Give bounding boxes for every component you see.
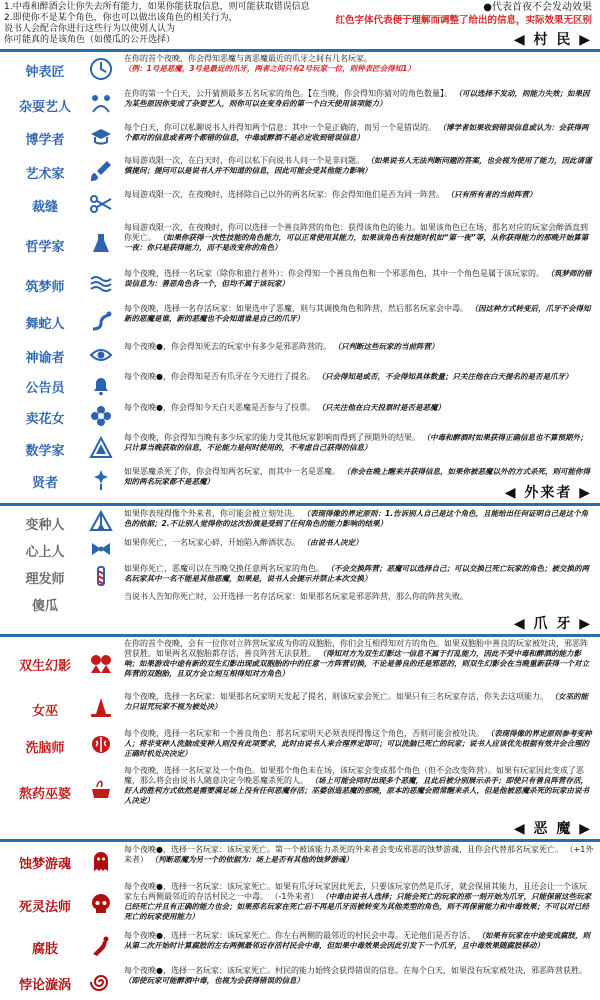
role-ability-text bbox=[124, 882, 594, 922]
ability-main: 如果你表现得像个外来者，你可能会被立刻处决。 bbox=[124, 509, 300, 518]
juggler-icon bbox=[88, 91, 114, 117]
section-outsider: ◀ 外来者 ▶ bbox=[504, 485, 592, 501]
role-name: 艺术家 bbox=[25, 166, 65, 182]
ability-main: 当说书人告知你死亡时，公开选择一名存活玩家：如果那名玩家是邪恶阵营，那么你的阵营失败。 bbox=[124, 592, 468, 601]
ghost-icon bbox=[88, 848, 114, 874]
role-row bbox=[0, 590, 600, 615]
role-row bbox=[0, 690, 600, 726]
paintbrush-icon bbox=[88, 158, 114, 184]
snake-icon bbox=[88, 308, 114, 334]
ability-main: 每个夜晚，你会得知当晚有多少玩家的能力受其他玩家影响而得到了预期外的结果。 bbox=[124, 433, 420, 442]
role-name: 双生幻影 bbox=[18, 659, 71, 674]
role-ability-text bbox=[124, 372, 594, 382]
eye-icon bbox=[88, 342, 114, 368]
ability-main: 每个夜晚●，你会得知今天白天恶魔是否参与了投票。 bbox=[124, 403, 315, 412]
header-note-4: 你可能真的是该角色（如傻瓜的公开选择） bbox=[4, 35, 176, 45]
role-row bbox=[0, 221, 600, 266]
role-name: 筑梦师 bbox=[25, 280, 65, 295]
ability-main: 每个夜晚●，你会得知是否有爪牙在今天进行了提名。 bbox=[124, 372, 315, 381]
vortex-icon bbox=[88, 969, 114, 995]
role-ability-text bbox=[124, 269, 594, 289]
role-ability-text bbox=[124, 639, 594, 679]
role-ability-text bbox=[124, 729, 594, 759]
role-ability-text bbox=[124, 403, 594, 413]
flask-icon bbox=[88, 231, 114, 257]
ability-main: 每局游戏限一次，在白天时，你可以私下向说书人问一个是非问题。 bbox=[124, 156, 364, 165]
ability-main: 在你的第一个白天，公开猜测最多五名玩家的角色。【在当晚，你会得知你猜对的角色数量】。 bbox=[124, 89, 452, 98]
ability-comment: （由说书人决定） bbox=[302, 538, 363, 547]
ability-main: 每局游戏限一次，在夜晚时，选择除自己以外的两名玩家：你会得知他们是否为同一阵营。 bbox=[124, 190, 444, 199]
ability-main: 每个夜晚，选择一名玩家（除你和旅行者外）：你会得知一个善良角色和一个邪恶角色，其中一个角色是属于该玩家的。 bbox=[124, 269, 544, 278]
ability-comment: （因这种方式转变后，爪牙不会得知新的恶魔是谁，新的恶魔也不会知道谁是自己的爪牙） bbox=[124, 304, 591, 323]
ability-comment: （如果你获得一次性技能的角色能力，可以正常使用其能力，如果该角色有技能时机如“第一夜”等，从你获得能力的那晚开始算第一夜：你只是获得能力，而不是改变你的角色） bbox=[124, 233, 589, 252]
role-row bbox=[0, 536, 600, 562]
role-ability-text bbox=[124, 538, 594, 548]
role-name: 裁缝 bbox=[31, 200, 58, 215]
role-ability-text bbox=[124, 123, 594, 143]
ability-comment: （只有所有者的当前阵营） bbox=[446, 190, 537, 199]
role-name: 杂耍艺人 bbox=[18, 100, 71, 115]
role-name: 钟表匠 bbox=[25, 65, 65, 80]
role-row bbox=[0, 121, 600, 153]
header-note-2: 2.即使你不是某个角色，你也可以做出该角色的相关行为， bbox=[4, 13, 238, 23]
ability-comment: （只会得知是或否，不会得知具体数量；只关注他在白天提名的是否是爪牙） bbox=[317, 372, 573, 381]
role-name: 心上人 bbox=[25, 545, 65, 560]
tent-icon bbox=[88, 509, 114, 535]
section-townsfolk: ◀ 村 民 ▶ bbox=[513, 32, 592, 48]
ability-example-note: （例：1号是恶魔，3号是最近的爪牙，两者之间只有2号玩家一位，则钟表匠会得知1） bbox=[124, 64, 415, 73]
ability-main: 如果你死亡，恶魔可以在当晚交换任意两名玩家的角色。 bbox=[124, 564, 324, 573]
ability-comment: （中毒和醉酒时如果获得正确信息也不算预期外；只计算当晚获取的信息，不论能力是何时使用的，不考虑自己获得的信息） bbox=[124, 433, 588, 452]
role-ability-text bbox=[124, 156, 594, 176]
section-divider-outsider bbox=[0, 503, 600, 506]
role-ability-text bbox=[124, 223, 594, 253]
ability-comment: （表现得像的界定原则参考变种人；将非变种人洗脑成变种人则没有此项要求，此时由说书人来合理界定即可；可以洗脑已死亡的玩家；说书人应该优先根据有效并会合理的正确时机处决决定） bbox=[124, 729, 592, 758]
red-note: 红色字体代表便于理解而调整了给出的信息，实际效果无区别 bbox=[335, 15, 592, 26]
brain-icon bbox=[88, 732, 114, 758]
role-row bbox=[0, 637, 600, 689]
role-row bbox=[0, 401, 600, 430]
ability-comment: （不会交换阵营；恶魔可以选择自己；可以交换已死亡玩家的角色；被交换的两名玩家其中一名不能是其他恶魔，如果是，说书人会提示并禁止本次交换） bbox=[124, 564, 590, 583]
ability-main: 如果你死亡，一名玩家心碎，开始陷入醉酒状态。 bbox=[124, 538, 300, 547]
sage-icon bbox=[88, 467, 114, 493]
role-row bbox=[0, 431, 600, 464]
ability-comment: （得知对方为双生幻影这一信息不属于打乱能力，因此不受中毒和醉酒的能力影响；如果游戏中途有新的双生幻影出现或双胞胎的中的任意一方阵营切换，不论是善良的还是邪恶的，则双生幻影会在当晚重新获得一个对立阵营的双胞胎，且双方会立刻互相得知对方角色） bbox=[124, 649, 589, 678]
role-ability-text bbox=[124, 564, 594, 584]
role-row bbox=[0, 154, 600, 187]
ability-main: 每个夜晚●，你会得知死去的玩家中有多少是邪恶阵营的。 bbox=[124, 342, 331, 351]
ability-main: 每局游戏限一次，在夜晚时，你可以选择一个善良阵营的角色：获得该角色的能力。如果该角色已在场，那名对应的玩家会醉酒直到你死亡。 bbox=[124, 223, 588, 242]
ability-main: 在你的首个夜晚，会有一位你对立阵营玩家成为你的双胞胎，你们会互相得知对方的角色。如果双胞胎中善良的玩家被处决，邪恶阵营获胜。如果两名双胞胎都存活，善良阵营无法获胜。 bbox=[124, 639, 588, 658]
skull-icon bbox=[88, 891, 114, 917]
ability-comment: （如果说书人无法判断问题的答案，也会视为使用了能力，因此请谨慎提问；提问可以是说书人并不知道的信息，因此可能会受其他能力影响） bbox=[124, 156, 592, 175]
role-ability-text bbox=[124, 509, 594, 529]
role-ability-text bbox=[124, 342, 594, 352]
ability-comment: （如果有玩家在中途变成腐肢，则从第二次开始时计算腐肢的左右两侧最邻近存活村民会中毒，但如果中毒效果会因此引发下一个爪牙，且中毒效果随腐肢移动） bbox=[124, 931, 591, 950]
waves-icon bbox=[88, 271, 114, 297]
role-name: 贤者 bbox=[31, 476, 58, 491]
role-ability-text bbox=[124, 54, 594, 74]
triangle-icon bbox=[88, 435, 114, 461]
scholar-icon bbox=[88, 124, 114, 150]
clock-icon bbox=[88, 56, 114, 82]
ability-comment: （博学者如果收到错误信息或认为：会获得两个都对的信息或者两个都错的信息，中毒或醉酒不是必定收到错误信息） bbox=[124, 123, 589, 142]
role-name: 腐肢 bbox=[31, 942, 58, 957]
ability-comment: （判断恶魔为另一个的依据为：场上是否有其他的蚀梦游魂） bbox=[150, 855, 354, 864]
role-row bbox=[0, 929, 600, 963]
role-name: 公告员 bbox=[25, 381, 65, 396]
arm-icon bbox=[88, 933, 114, 959]
role-name: 女巫 bbox=[31, 704, 58, 719]
ability-main: 每个白天，你可以私聊说书人并得知两个信息：其中一个是正确的，而另一个是错误的。 bbox=[124, 123, 436, 132]
role-row bbox=[0, 52, 600, 86]
pole-icon bbox=[88, 563, 114, 589]
section-minion: ◀ 爪 牙 ▶ bbox=[513, 616, 592, 632]
role-row bbox=[0, 340, 600, 369]
role-row bbox=[0, 267, 600, 301]
ability-comment: （女巫的能力只诅咒玩家不视为被处决） bbox=[124, 692, 589, 711]
role-row bbox=[0, 843, 600, 879]
role-ability-text bbox=[124, 931, 594, 951]
role-ability-text bbox=[124, 845, 594, 865]
role-name: 博学者 bbox=[25, 133, 65, 148]
role-ability-text bbox=[124, 966, 594, 986]
role-name: 舞蛇人 bbox=[25, 316, 65, 332]
ability-comment: （即使玩家可能醉酒中毒，也视为会获得错误的信息） bbox=[124, 976, 304, 985]
first-night-note: ●代表首夜不会发动效果 bbox=[483, 2, 592, 13]
role-ability-text bbox=[124, 592, 594, 602]
role-name: 熬药巫婆 bbox=[18, 787, 71, 802]
role-name: 死灵法师 bbox=[18, 900, 71, 915]
ability-comment: （你会在晚上醒来并获得信息，如果你被恶魔以外的方式杀死，则可能你得知的两名玩家都不是恶魔） bbox=[124, 467, 591, 486]
ability-comment: （场上可能会同时出现多个恶魔，且此后被分别展示杀手；即使只有善良阵营存活，好人的胜利方式依然是需要满足场上没有任何恶魔存活；巫婆创造恶魔的那晚，原本的恶魔会照常醒来杀人，但是他被恶魔杀死的玩家由说书人决定） bbox=[124, 776, 589, 805]
role-row bbox=[0, 370, 600, 400]
ability-comment: （中毒由说书人选择；只能会死亡的玩家的那一刻开始为爪牙，只能保留这些玩家已经死亡并且有正确的能力也会；如果那名玩家在死亡后不再是爪牙而被转变为其他类型的角色，则不再保留能力和中毒效果；不可以对已经死亡的玩家使用能力） bbox=[124, 892, 592, 921]
role-ability-text bbox=[124, 433, 594, 453]
witch-hat-icon bbox=[88, 695, 114, 721]
ability-comment: （只关注他在白天投票时是否是恶魔） bbox=[317, 403, 446, 412]
ability-main: 每个夜晚●，选择一名玩家：该玩家死亡。第一个被该能力杀死的外来者会变成邪恶的蚀梦游魂，且你会代替那名玩家死亡。 bbox=[124, 845, 563, 854]
role-name: 数学家 bbox=[25, 443, 65, 459]
role-ability-text bbox=[124, 89, 594, 109]
role-name: 变种人 bbox=[25, 517, 65, 533]
cauldron-icon bbox=[88, 778, 114, 804]
ability-main: 每个夜晚，选择一名玩家和一个善良角色：那名玩家明天必须表现得像这个角色，否则可能会被处决。 bbox=[124, 729, 484, 738]
role-name: 神谕者 bbox=[25, 350, 65, 366]
ability-main: 每个夜晚，选择一名玩家：如果那名玩家明天发起了提名，则该玩家会死亡。如果只有三名玩家存活，你失去这项能力。 bbox=[124, 692, 548, 701]
ability-setup-modifier: （+1外来者） bbox=[124, 845, 594, 864]
role-ability-text bbox=[124, 190, 594, 200]
role-name: 卖花女 bbox=[25, 411, 65, 427]
header-note-3: 说书人会配合你进行这些行为以使别人认为 bbox=[4, 24, 176, 34]
flower-icon bbox=[88, 403, 114, 429]
ability-main: 在你的首个夜晚，你会得知恶魔与离恶魔最近的爪牙之间有几名玩家。 bbox=[124, 54, 372, 63]
ability-comment: （表现得像的界定原则：1.告诉别人自己是这个角色，且能给出任何证明自己是这个角色的依据；2.不让别人觉得你的这次扮演是受到了任何角色的能力影响的结果） bbox=[124, 509, 589, 528]
bow-icon bbox=[88, 536, 114, 562]
ability-main: 每个夜晚，选择一名存活玩家：如果选中了恶魔，则与其调换角色和阵营，然后那名玩家会中毒。 bbox=[124, 304, 468, 313]
role-row bbox=[0, 188, 600, 220]
role-name: 哲学家 bbox=[25, 239, 65, 255]
role-ability-text bbox=[124, 692, 594, 712]
role-name: 傻瓜 bbox=[31, 598, 58, 614]
role-row bbox=[0, 880, 600, 928]
role-row bbox=[0, 727, 600, 763]
role-row bbox=[0, 302, 600, 339]
header-note-1: 1.中毒和醉酒会让你失去所有能力，如果你能获取信息，则可能获取错误信息 bbox=[4, 2, 310, 12]
role-row bbox=[0, 964, 600, 1000]
ability-main: 每个夜晚●，选择一名玩家：该玩家死亡。村民的能力始终会获得错误的信息。在每个白天，如果没有玩家被处决，邪恶阵营获胜。 bbox=[124, 966, 587, 975]
ability-main: 每个夜晚●，选择一名玩家：该玩家死亡。如果有爪牙玩家因此死去，只要该玩家仍然是爪牙，就会保留其能力，且还会让一个该玩家左右两侧最邻近的存活村民之一中毒。 bbox=[124, 882, 587, 901]
section-demon: ◀ 恶 魔 ▶ bbox=[513, 821, 592, 837]
role-row bbox=[0, 87, 600, 121]
ability-main: 每个夜晚，选择一名玩家及一个角色。如果那个角色未在场，该玩家会变成那个角色（但不会改变阵营）。如果有玩家因此变成了恶魔，那么将会由说书人随意决定今晚恶魔杀死的人。 bbox=[124, 766, 584, 785]
role-name: 理发师 bbox=[25, 572, 65, 587]
twins-icon bbox=[88, 650, 114, 676]
role-row bbox=[0, 562, 600, 590]
bell-icon bbox=[88, 372, 114, 398]
ability-main: 每个夜晚●，选择一名玩家：该玩家死亡。你左右两侧的最邻近的村民会中毒。无论他们是否存活。 bbox=[124, 931, 475, 940]
role-ability-text bbox=[124, 766, 594, 806]
role-name: 悖论漩涡 bbox=[18, 978, 71, 993]
scissors-icon bbox=[88, 191, 114, 217]
section-divider-demon bbox=[0, 839, 600, 842]
ability-main: 如果恶魔杀死了你，你会得知两名玩家，而其中一名是恶魔。 bbox=[124, 467, 340, 476]
ability-setup-modifier: （-1外来者） bbox=[270, 892, 319, 901]
role-name: 蚀梦游魂 bbox=[18, 857, 71, 872]
ability-comment: （筑梦师的错误信息为：善恶角色各一个，但均不属于该玩家） bbox=[124, 269, 592, 288]
ability-comment: （只判断这些玩家的当前阵营） bbox=[333, 342, 439, 351]
role-name: 洗脑师 bbox=[25, 741, 65, 756]
role-row bbox=[0, 507, 600, 536]
role-row bbox=[0, 764, 600, 818]
ability-comment: （可以选择不发动，则能力失效；如果因为某些原因你变成了杂耍艺人，则你可以在变身后的第一个白天使用该项能力） bbox=[124, 89, 590, 108]
role-ability-text bbox=[124, 304, 594, 324]
